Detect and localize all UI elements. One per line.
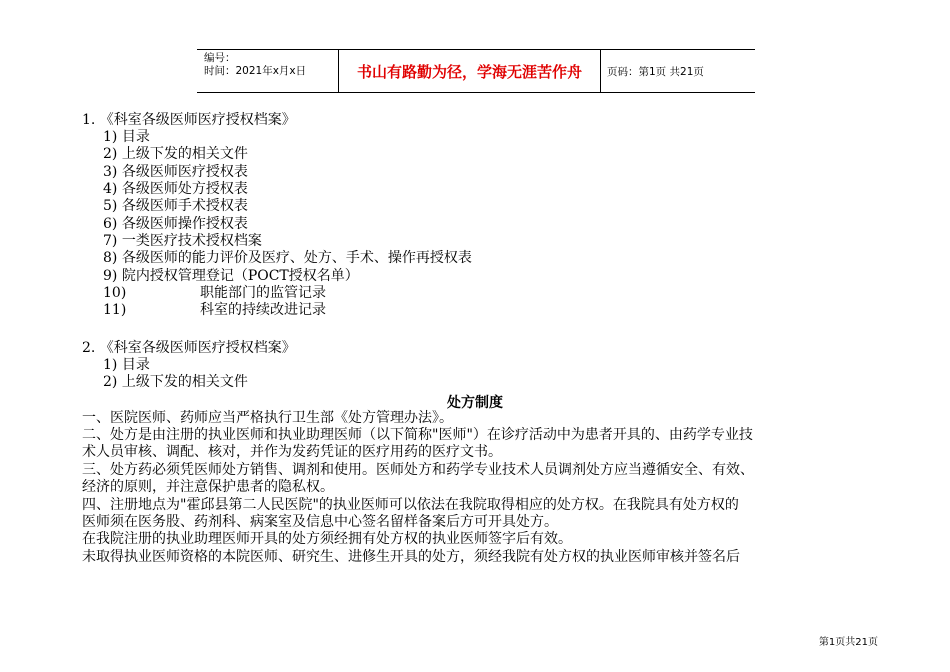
paragraph-line: 经济的原则，并注意保护患者的隐私权。 xyxy=(82,479,334,495)
paragraph-line: 医师须在医务股、药剂科、病案室及信息中心签名留样备案后方可开具处方。 xyxy=(82,514,558,530)
number-label: 编号： xyxy=(204,52,236,64)
paragraph-line: 在我院注册的执业助理医师开具的处方须经拥有处方权的执业医师签字后有效。 xyxy=(82,531,572,547)
list-item-text: 科室的持续改进记录 xyxy=(200,302,326,318)
paragraph-line: 三、处方药必须凭医师处方销售、调剂和使用。医师处方和药学专业技术人员调剂处方应当遵循安全、有效、 xyxy=(82,462,754,478)
rules-title: 处方制度 xyxy=(447,395,503,411)
list-item: 3) 各级医师医疗授权表 xyxy=(103,164,248,180)
list-item: 1) 目录 xyxy=(103,129,150,145)
time-label: 时间：2021年x月x日 xyxy=(204,65,307,77)
page-footer: 第1页共21页 xyxy=(818,637,878,648)
list-item: 2) 上级下发的相关文件 xyxy=(103,374,248,390)
paragraph-line: 一、医院医师、药师应当严格执行卫生部《处方管理办法》。 xyxy=(82,410,453,426)
list-item: 9) 院内授权管理登记（POCT授权名单） xyxy=(103,268,359,284)
paragraph-line: 术人员审核、调配、核对，并作为发药凭证的医疗用药的医疗文书。 xyxy=(82,444,502,460)
header-page-code: 页码：第1页 共21页 xyxy=(607,65,704,78)
section-2-heading: 2. 《科室各级医师医疗授权档案》 xyxy=(82,340,296,356)
list-item: 2) 上级下发的相关文件 xyxy=(103,146,248,162)
section-1-heading: 1. 《科室各级医师医疗授权档案》 xyxy=(82,112,296,128)
list-item: 1) 目录 xyxy=(103,357,150,373)
list-item-number: 10) xyxy=(103,285,127,301)
list-item-text: 职能部门的监管记录 xyxy=(200,285,326,301)
list-item: 4) 各级医师处方授权表 xyxy=(103,181,248,197)
header-meta xyxy=(197,50,339,92)
list-item: 7) 一类医疗技术授权档案 xyxy=(103,233,262,249)
paragraph-line: 四、注册地点为"霍邱县第二人民医院"的执业医师可以依法在我院取得相应的处方权。在我院具有处方权的 xyxy=(82,497,739,513)
header-motto: 书山有路勤为径，学海无涯苦作舟 xyxy=(339,50,601,92)
page-header xyxy=(197,49,755,93)
paragraph-line: 未取得执业医师资格的本院医师、研究生、进修生开具的处方，须经我院有处方权的执业医师审核并签名后 xyxy=(82,549,740,565)
list-item: 6) 各级医师操作授权表 xyxy=(103,216,248,232)
list-item: 5) 各级医师手术授权表 xyxy=(103,198,248,214)
list-item: 8) 各级医师的能力评价及医疗、处方、手术、操作再授权表 xyxy=(103,250,472,266)
list-item-number: 11) xyxy=(103,302,127,318)
paragraph-line: 二、处方是由注册的执业医师和执业助理医师（以下简称"医师"）在诊疗活动中为患者开具的、由药学专业技 xyxy=(82,427,753,443)
